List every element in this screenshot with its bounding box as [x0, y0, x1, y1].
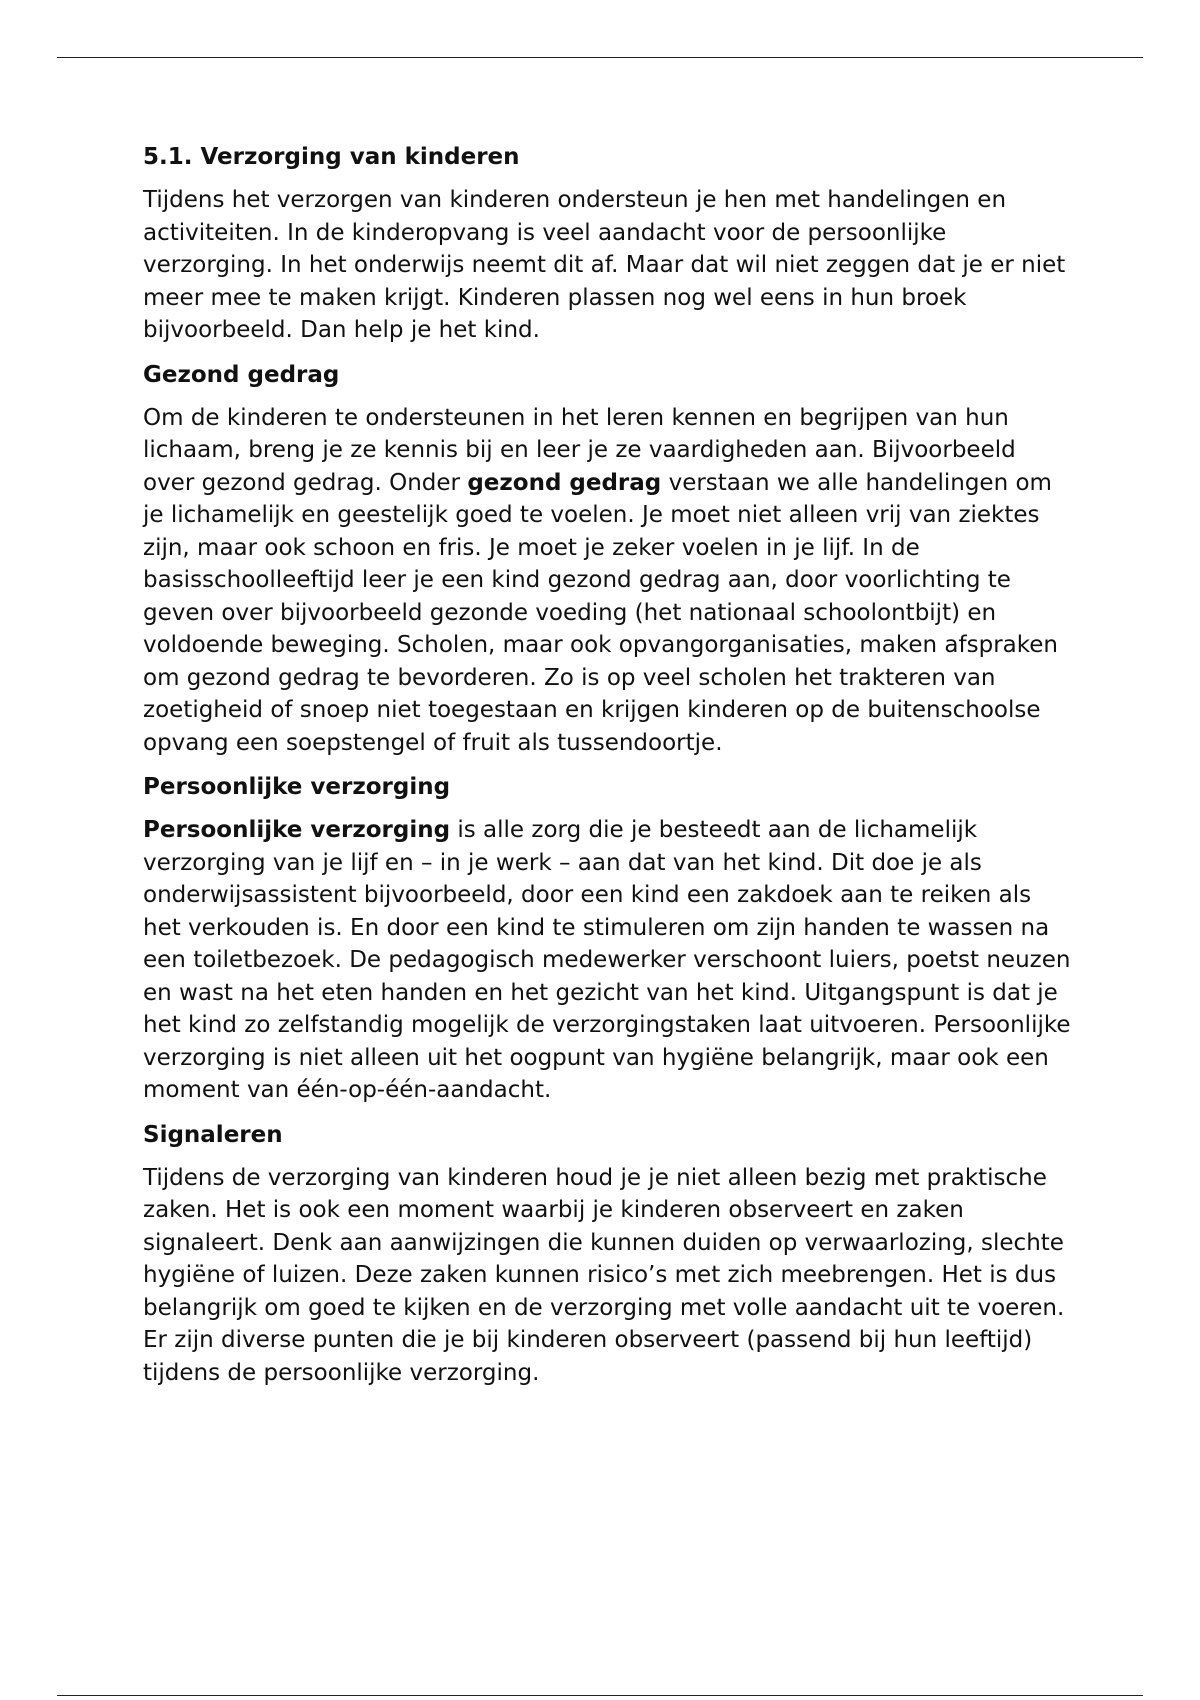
persoonlijk-term: Persoonlijke verzorging [143, 817, 451, 843]
gezond-text-part2: verstaan we alle handelingen om je lichamelijk en geestelijk goed te voelen. Je moet niet alleen vrij van ziektes zijn, maar ook schoon en fris. Je moet je zeker voelen in je lijf. In de basisschoolleeftijd leer je een kind gezond gedrag aan, door voorlichting te geven over bijvoorbeeld gezonde voeding (het nationaal schoolontbijt) en voldoende beweging. Scholen, maar ook opvangorganisaties, maken afspraken om gezond gedrag te bevorderen. Zo is op veel scholen het trakteren van zoetigheid of snoep niet toegestaan en krijgen kinderen op de buitenschoolse opvang een soepstengel of fruit als tussendoortje. [143, 469, 1058, 756]
heading-signaleren: Signaleren [143, 1121, 283, 1148]
paragraph-gezond-gedrag [143, 402, 1073, 760]
section-title: 5.1. Verzorging van kinderen [143, 144, 520, 170]
footer-rule [57, 1695, 1143, 1696]
heading-gezond-gedrag: Gezond gedrag [143, 361, 340, 388]
heading-persoonlijke-verzorging: Persoonlijke verzorging [143, 774, 451, 800]
persoonlijk-text: is alle zorg die je besteedt aan de lichamelijk verzorging van je lijf en – in je werk – aan dat van het kind. Dit doe je als onderwijsassistent bijvoorbeeld, door een kind een zakdoek aan te reiken als het verkouden is. En door een kind te stimuleren om zijn handen te wassen na een toiletbezoek. De pedagogisch medewerker verschoont luiers, poetst neuzen en wast na het eten handen en het gezicht van het kind. Uitgangspunt is dat je het kind zo zelfstandig mogelijk de verzorgingstaken laat uitvoeren. Persoonlijke verzorging is niet alleen uit het oogpunt van hygiëne belangrijk, maar ook een moment van één-op-één-aandacht. [143, 817, 1071, 1103]
paragraph-persoonlijke-verzorging [143, 814, 1073, 1107]
intro-paragraph: Tijdens het verzorgen van kinderen ondersteun je hen met handelingen en activiteiten. In de kinderopvang is veel aandacht voor de persoonlijke verzorging. In het onderwijs neemt dit af. Maar dat wil niet zeggen dat je er niet meer mee te maken krijgt. Kinderen plassen nog wel eens in hun broek bijvoorbeeld. Dan help je het kind. [143, 187, 1066, 343]
document-body [143, 140, 1073, 1400]
paragraph-signaleren: Tijdens de verzorging van kinderen houd je je niet alleen bezig met praktische zaken. Het is ook een moment waarbij je kinderen observeert en zaken signaleert. Denk aan aanwijzingen die kunnen duiden op verwaarlozing, slechte hygiëne of luizen. Deze zaken kunnen risico’s met zich meebrengen. Het is dus belangrijk om goed te kijken en de verzorging met volle aandacht uit te voeren. Er zijn diverse punten die je bij kinderen observeert (passend bij hun leeftijd) tijdens de persoonlijke verzorging. [143, 1164, 1065, 1386]
gezond-text-part1: Om de kinderen te ondersteunen in het leren kennen en begrijpen van hun lichaam, breng je ze kennis bij en leer je ze vaardigheden aan. Bijvoorbeeld over gezond gedrag. Onder [143, 404, 1016, 496]
gezond-term: gezond gedrag [467, 469, 662, 496]
header-rule [57, 57, 1143, 58]
